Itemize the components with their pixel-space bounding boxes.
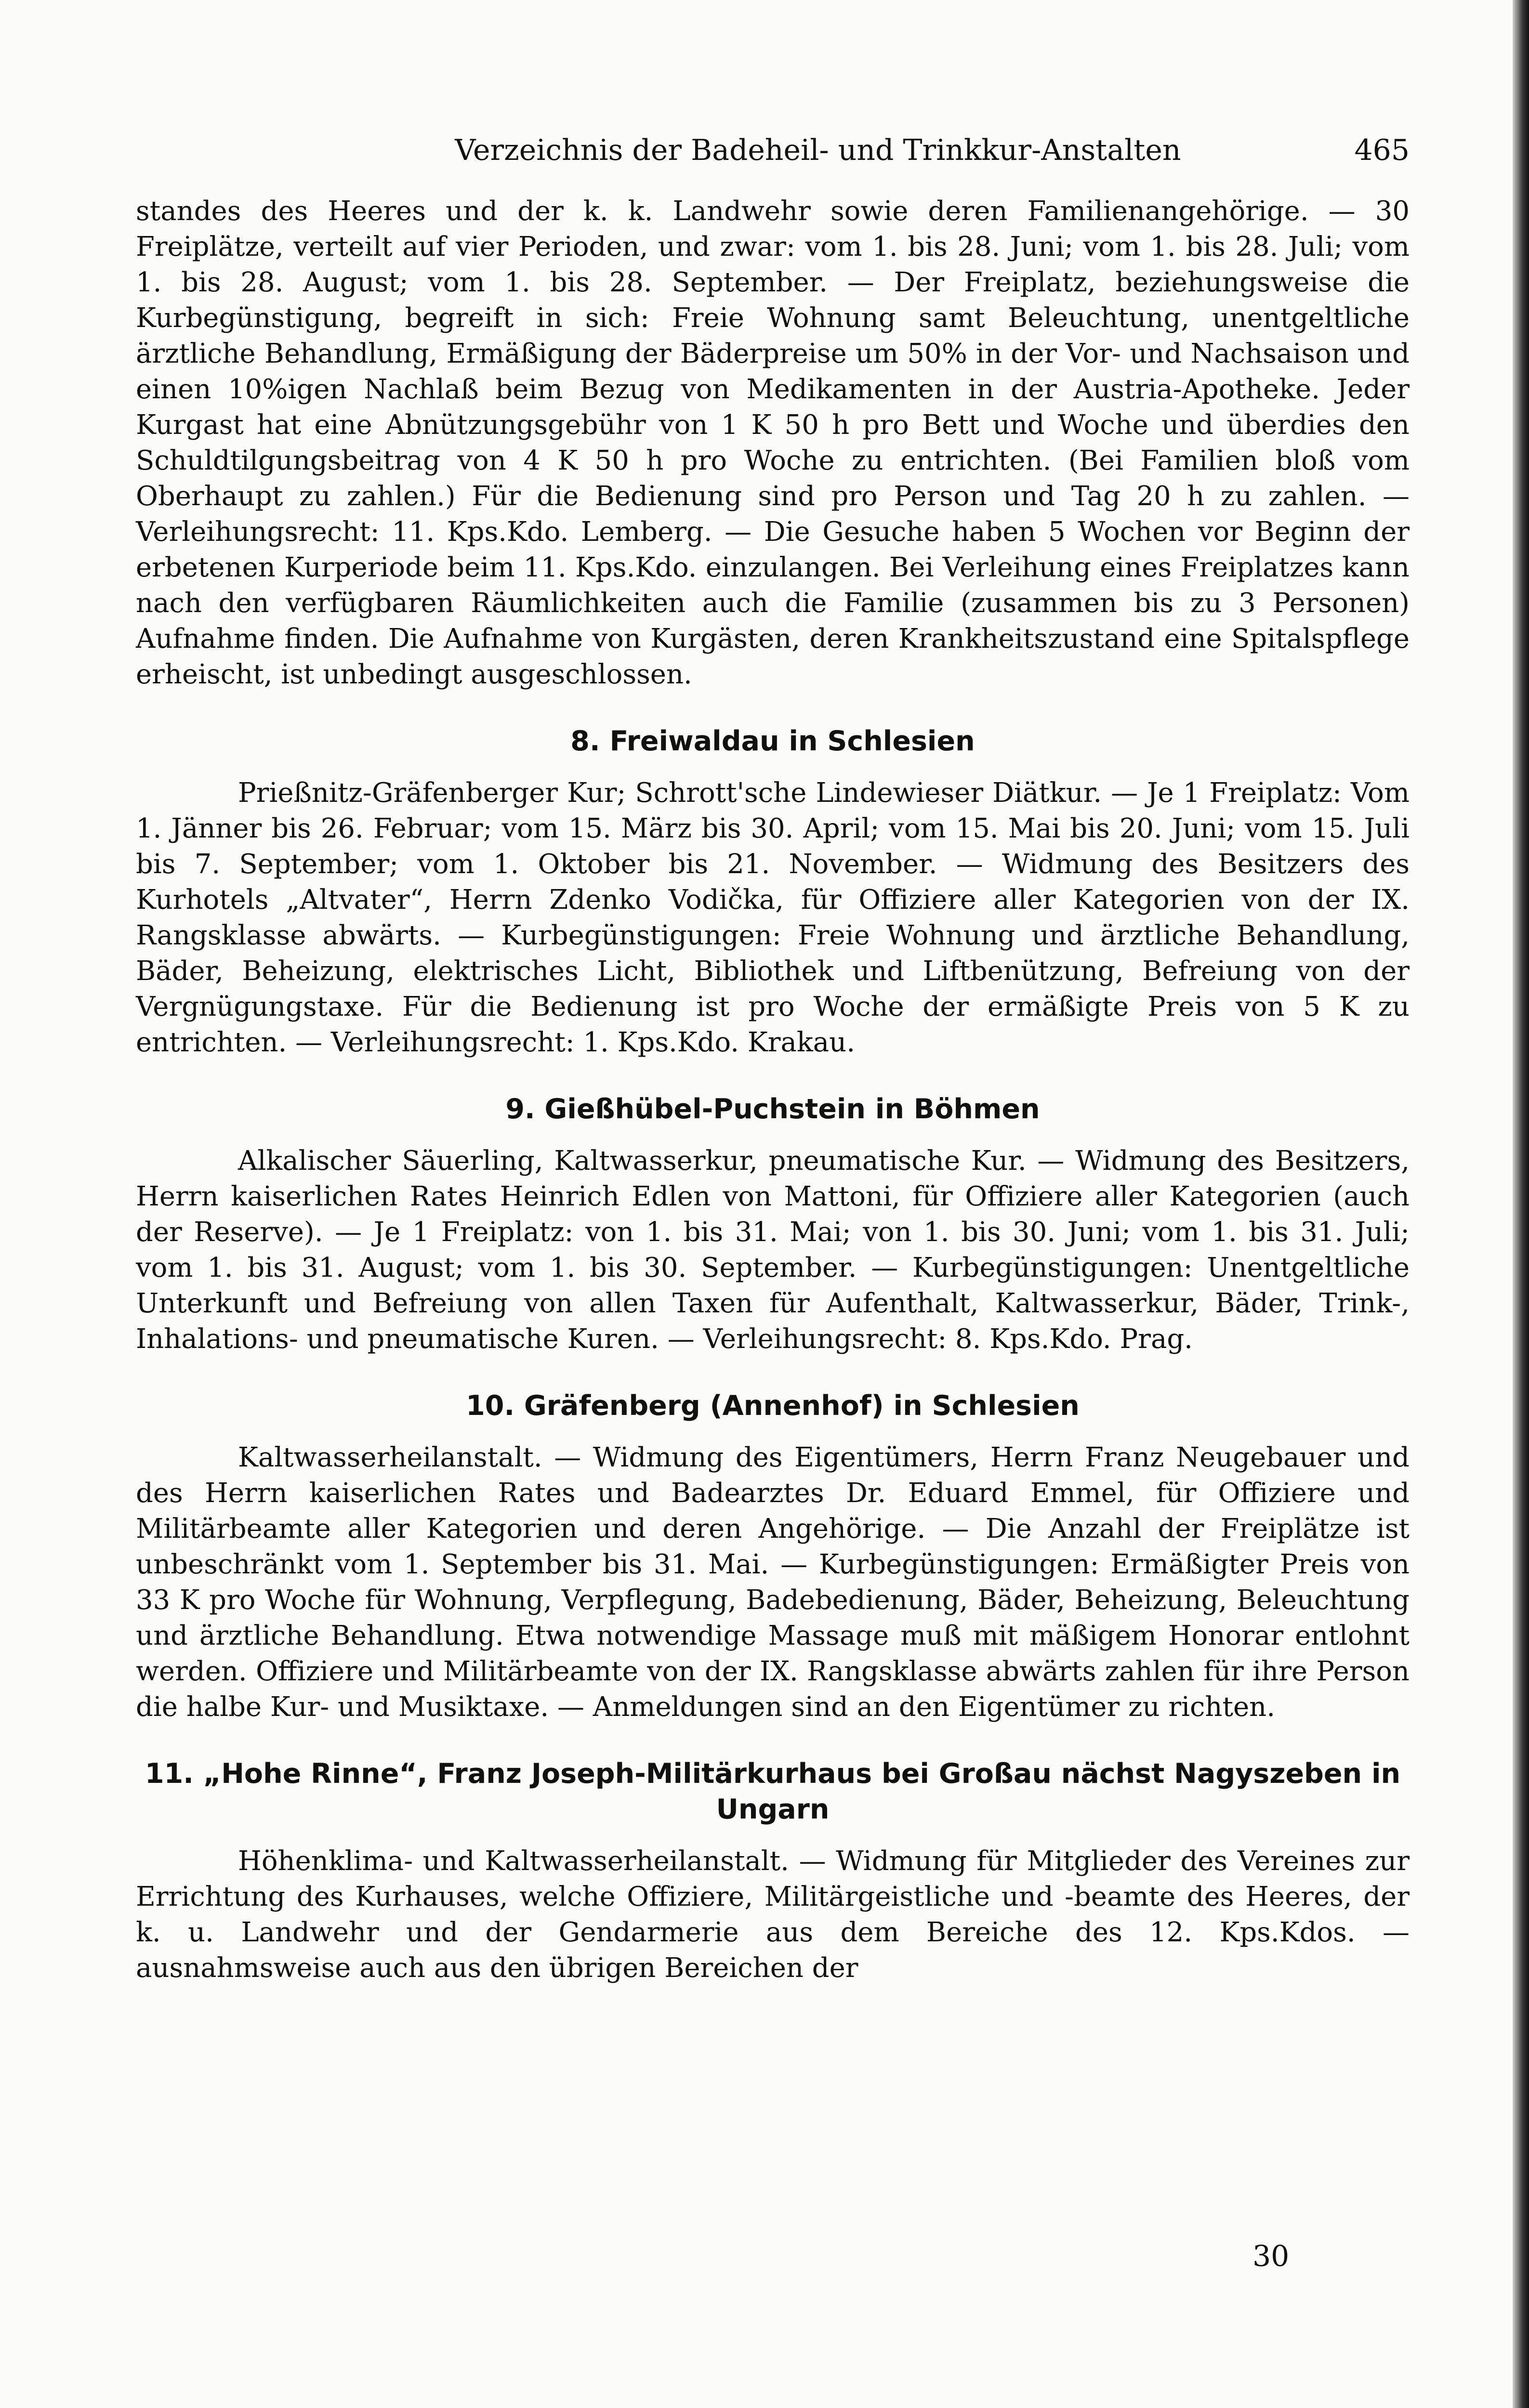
- page-number: 465: [1354, 133, 1410, 167]
- section-heading-11: 11. „Hohe Rinne“, Franz Joseph-Militärkurhaus bei Großau nächst Nagyszeben in Ungarn: [145, 1758, 1401, 1825]
- section-body-11: Höhenklima- und Kaltwasserheilanstalt. — Widmung für Mitglieder des Vereines zur Errichtung des Kurhauses, welche Offiziere, Militärgeistliche und -beamte des Heeres, der k. u. Landwehr und der Gendarmerie aus dem Bereiche des 12. Kps.Kdos. — ausnahmsweise auch aus den übrigen Bereichen der: [136, 1845, 1410, 1984]
- page-content: [136, 130, 1410, 1986]
- running-title: Verzeichnis der Badeheil- und Trinkkur-Anstalten: [455, 133, 1181, 167]
- intro-paragraph: standes des Heeres und der k. k. Landwehr sowie deren Familienangehörige. — 30 Freiplätze, verteilt auf vier Perioden, und zwar: vom 1. bis 28. Juni; vom 1. bis 28. Juli; vom 1. bis 28. August; vom 1. bis 28. September. — Der Freiplatz, beziehungsweise die Kurbegünstigung, begreift in sich: Freie Wohnung samt Beleuchtung, unentgeltliche ärztliche Behandlung, Ermäßigung der Bäderpreise um 50% in der Vor- und Nachsaison und einen 10%igen Nachlaß beim Bezug von Medikamenten in der Austria-Apotheke. Jeder Kurgast hat eine Abnützungsgebühr von 1 K 50 h pro Bett und Woche und überdies den Schuldtilgungsbeitrag von 4 K 50 h pro Woche zu entrichten. (Bei Familien bloß vom Oberhaupt zu zahlen.) Für die Bedienung sind pro Person und Tag 20 h zu zahlen. — Verleihungsrecht: 11. Kps.Kdo. Lemberg. — Die Gesuche haben 5 Wochen vor Beginn der erbetenen Kurperiode beim 11. Kps.Kdo. einzulangen. Bei Verleihung eines Freiplatzes kann nach den verfügbaren Räumlichkeiten auch die Familie (zusammen bis zu 3 Personen) Aufnahme finden. Die Aufnahme von Kurgästen, deren Krankheitszustand eine Spitalspflege erheischt, ist unbedingt ausgeschlossen.: [136, 196, 1410, 690]
- section-body-8: Prießnitz-Gräfenberger Kur; Schrott'sche Lindewieser Diätkur. — Je 1 Freiplatz: Vom 1. Jänner bis 26. Februar; vom 15. März bis 30. April; vom 15. Mai bis 20. Juni; vom 15. Juli bis 7. September; vom 1. Oktober bis 21. November. — Widmung des Besitzers des Kurhotels „Altvater“, Herrn Zdenko Vodička, für Offiziere aller Kategorien von der IX. Rangsklasse abwärts. — Kurbegünstigungen: Freie Wohnung und ärztliche Behandlung, Bäder, Beheizung, elektrisches Licht, Bibliothek und Liftbenützung, Befreiung von der Vergnügungstaxe. Für die Bedienung ist pro Woche der ermäßigte Preis von 5 K zu entrichten. — Verleihungsrecht: 1. Kps.Kdo. Krakau.: [136, 777, 1410, 1058]
- signature-mark: 30: [1252, 2239, 1290, 2273]
- section-heading-10: 10. Gräfenberg (Annenhof) in Schlesien: [466, 1390, 1080, 1422]
- section-heading-8: 8. Freiwaldau in Schlesien: [570, 725, 975, 757]
- section-body-10: Kaltwasserheilanstalt. — Widmung des Eigentümers, Herrn Franz Neugebauer und des Herrn kaiserlichen Rates und Badearztes Dr. Eduard Emmel, für Offiziere und Militärbeamte aller Kategorien und deren Angehörige. — Die Anzahl der Freiplätze ist unbeschränkt vom 1. September bis 31. Mai. — Kurbegünstigungen: Ermäßigter Preis von 33 K pro Woche für Wohnung, Verpflegung, Badebedienung, Bäder, Beheizung, Beleuchtung und ärztliche Behandlung. Etwa notwendige Massage muß mit mäßigem Honorar entlohnt werden. Offiziere und Militärbeamte von der IX. Rangsklasse abwärts zahlen für ihre Person die halbe Kur- und Musiktaxe. — Anmeldungen sind an den Eigentümer zu richten.: [136, 1442, 1410, 1723]
- running-header: [136, 130, 1410, 170]
- page-edge-shadow: [1513, 0, 1529, 2408]
- section-body-9: Alkalischer Säuerling, Kaltwasserkur, pneumatische Kur. — Widmung des Besitzers, Herrn kaiserlichen Rates Heinrich Edlen von Mattoni, für Offiziere aller Kategorien (auch der Reserve). — Je 1 Freiplatz: von 1. bis 31. Mai; von 1. bis 30. Juni; vom 1. bis 31. Juli; vom 1. bis 31. August; vom 1. bis 30. September. — Kurbegünstigungen: Unentgeltliche Unterkunft und Befreiung von allen Taxen für Aufenthalt, Kaltwasserkur, Bäder, Trink-, Inhalations- und pneumatische Kuren. — Verleihungsrecht: 8. Kps.Kdo. Prag.: [136, 1145, 1410, 1355]
- section-heading-9: 9. Gießhübel-Puchstein in Böhmen: [505, 1093, 1040, 1125]
